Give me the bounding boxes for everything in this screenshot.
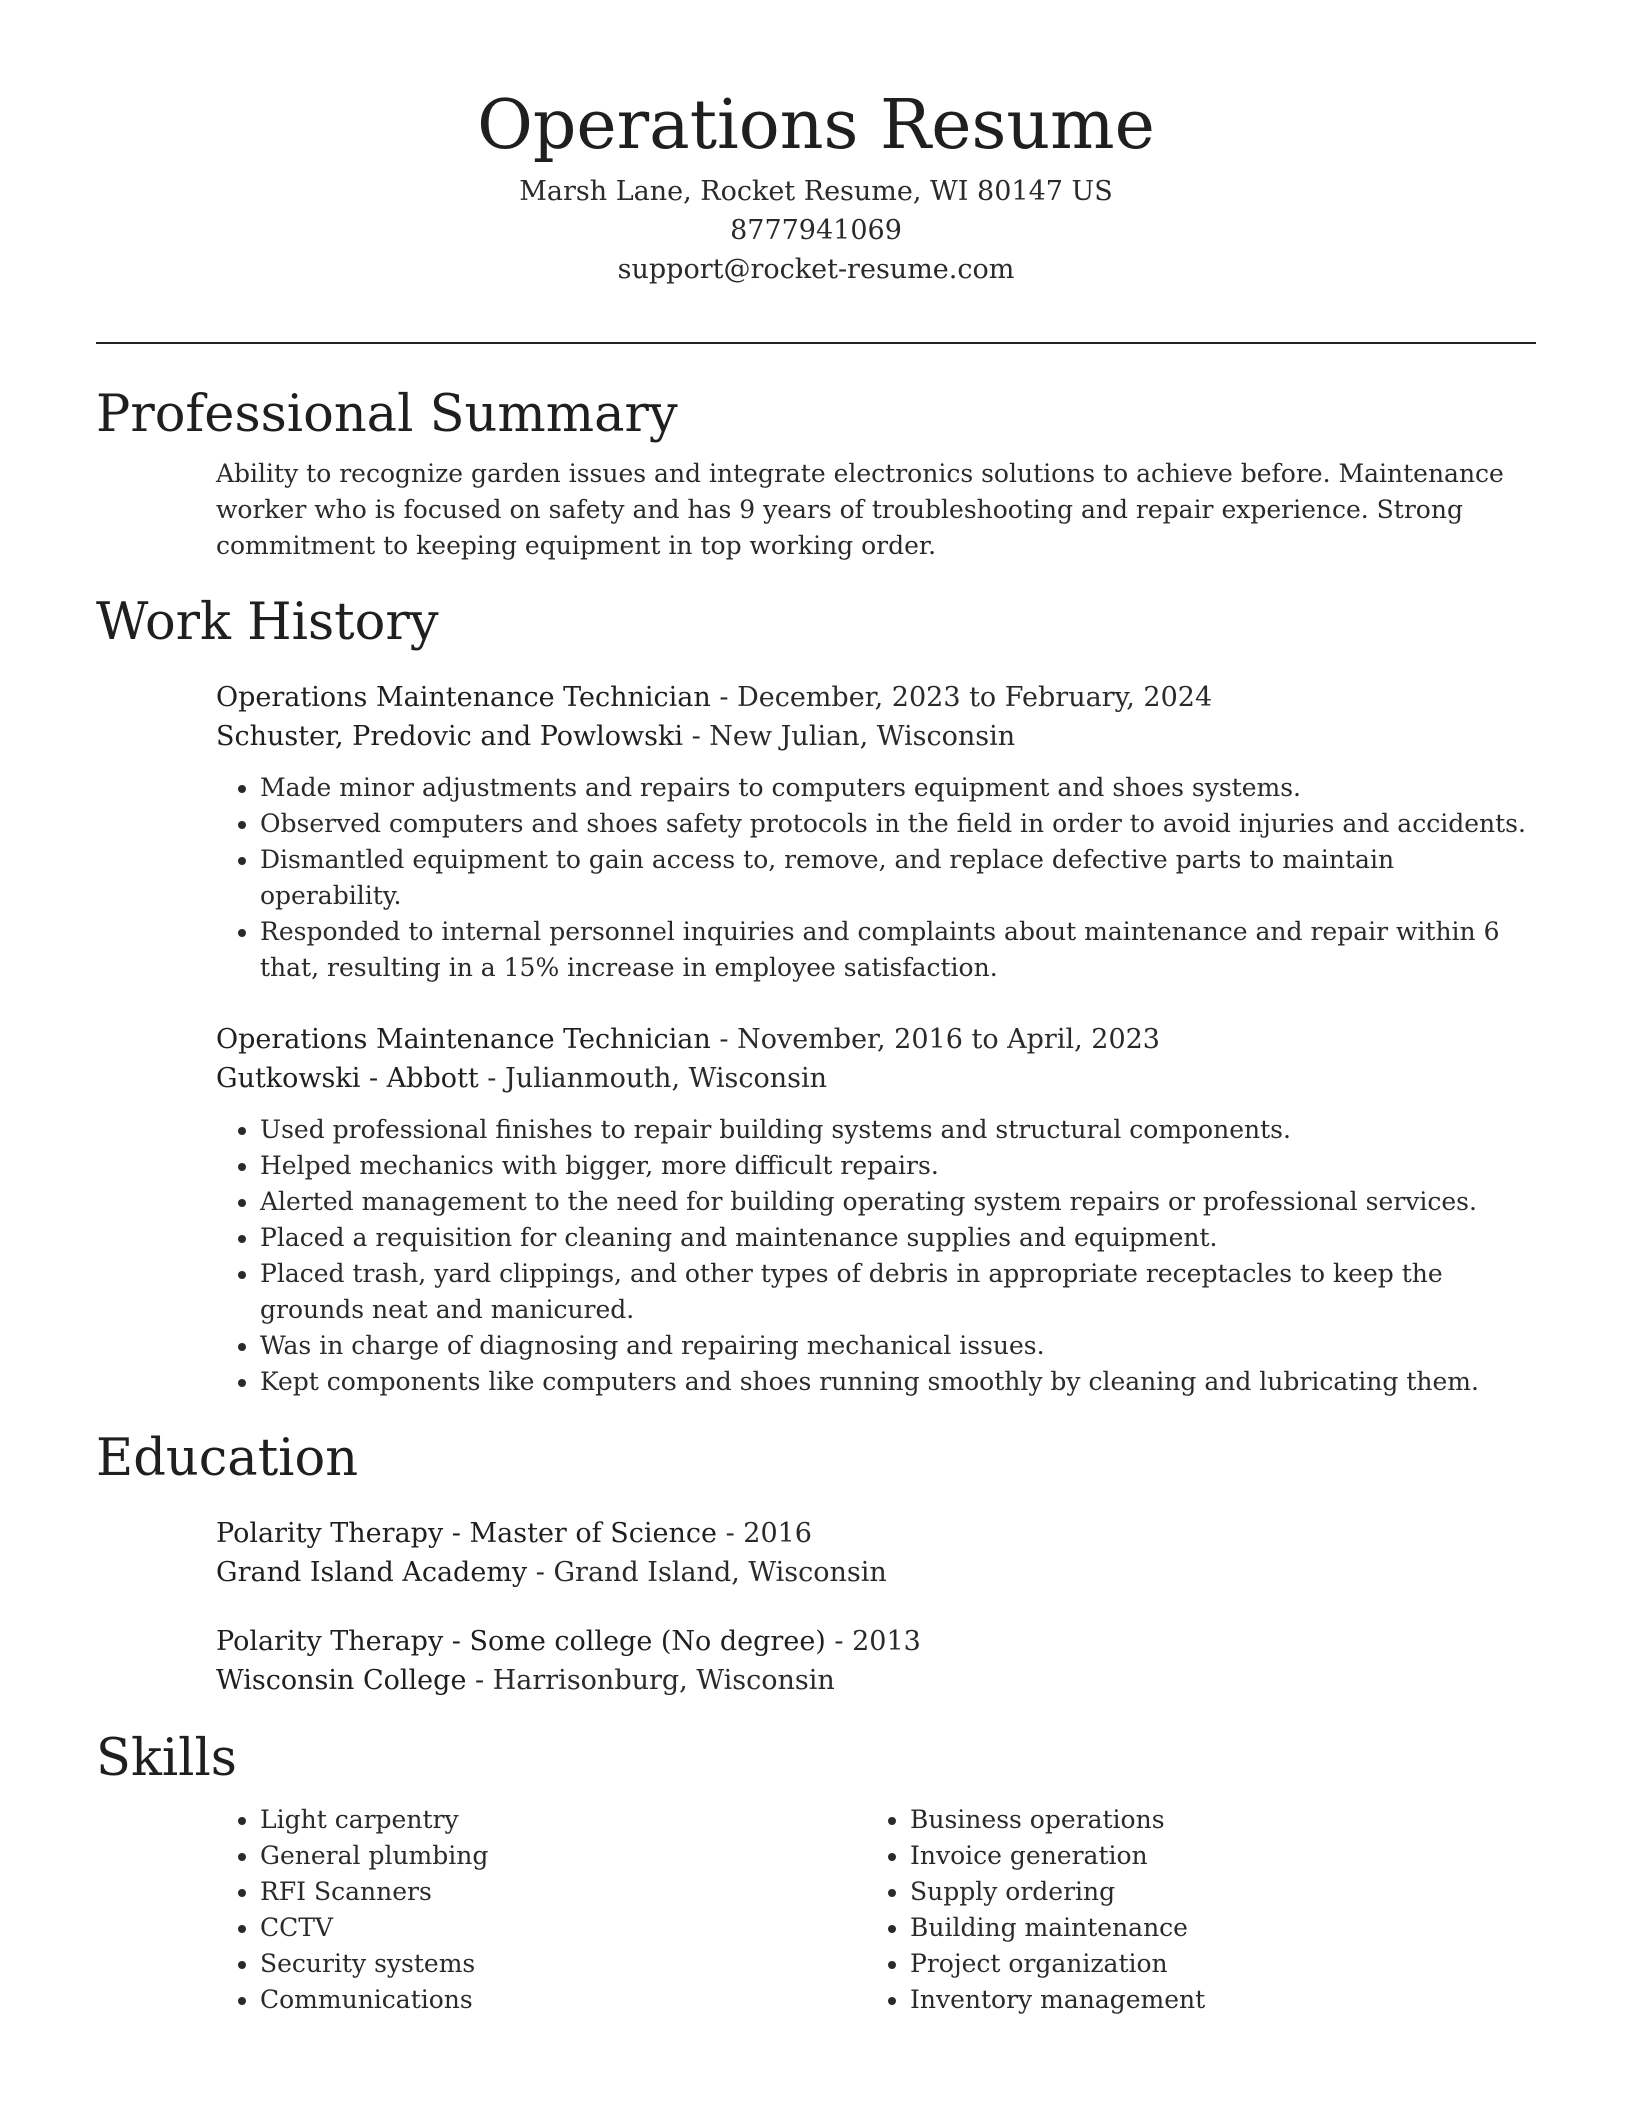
education-degree-line [216, 1514, 1536, 1553]
education-school: Grand Island Academy [216, 1557, 528, 1588]
education-school-line [216, 1661, 1536, 1700]
skill-item: • Supply ordering [910, 1874, 1516, 1910]
skill-item: • RFI Scanners [260, 1874, 866, 1910]
skills-column-left [216, 1802, 866, 2018]
education-heading: Education [96, 1429, 359, 1488]
education-field: Polarity Therapy [216, 1518, 444, 1549]
education-school-line [216, 1553, 1536, 1592]
list-item: • Helped mechanics with bigger, more difficult repairs. [260, 1148, 1536, 1184]
contact-email: support@rocket-resume.com [617, 254, 1015, 285]
job-bullets [216, 1112, 1536, 1400]
education-degree: - Master of Science [443, 1518, 717, 1549]
job-title-line [216, 678, 1536, 717]
skill-item: • Business operations [910, 1802, 1516, 1838]
education-entry [216, 1514, 1536, 1592]
list-item: • Used professional finishes to repair building systems and structural components. [260, 1112, 1536, 1148]
education-degree: - Some college (No degree) [443, 1626, 826, 1657]
job-role: Operations Maintenance Technician [216, 682, 711, 713]
skills-section [96, 1722, 1536, 2018]
list-item: • Responded to internal personnel inquiries and complaints about maintenance and repair within 6 that, resulting in a 15% increase in employee satisfaction. [260, 914, 1536, 986]
education-location: - Grand Island, Wisconsin [527, 1557, 887, 1588]
summary-heading: Professional Summary [96, 385, 678, 444]
job-company: Schuster, Predovic and Powlowski [216, 721, 684, 752]
list-item: • Observed computers and shoes safety protocols in the field in order to avoid injuries and accidents. [260, 806, 1536, 842]
summary-section [96, 378, 1536, 564]
education-year: - 2016 [716, 1518, 812, 1549]
job-company-line [216, 1059, 1536, 1098]
job-entry [216, 678, 1536, 986]
list-item: • Was in charge of diagnosing and repairing mechanical issues. [260, 1328, 1536, 1364]
skills-columns [216, 1802, 1536, 2018]
job-company: Gutkowski - Abbott [216, 1063, 479, 1094]
header-divider [96, 342, 1536, 344]
list-item: • Placed a requisition for cleaning and maintenance supplies and equipment. [260, 1220, 1536, 1256]
list-item: • Alerted management to the need for building operating system repairs or professional services. [260, 1184, 1536, 1220]
education-location: - Harrisonburg, Wisconsin [466, 1665, 835, 1696]
skill-item: • Building maintenance [910, 1910, 1516, 1946]
job-location: - Julianmouth, Wisconsin [478, 1063, 828, 1094]
skill-item: • Project organization [910, 1946, 1516, 1982]
skills-column-right [866, 1802, 1516, 2018]
job-dates: - December, 2023 to February, 2024 [710, 682, 1213, 713]
skills-list-left [216, 1802, 866, 2018]
resume-title: Operations Resume [477, 86, 1155, 165]
education-school: Wisconsin College [216, 1665, 467, 1696]
job-role: Operations Maintenance Technician [216, 1024, 711, 1055]
skill-item: • Inventory management [910, 1982, 1516, 2018]
skills-list-right [866, 1802, 1516, 2018]
skill-item: • General plumbing [260, 1838, 866, 1874]
summary-text: Ability to recognize garden issues and integrate electronics solutions to achieve before. Maintenance worker who is focused on safety and has 9 years of troubleshooting and repair experience. Strong commitment to keeping equipment in top working order. [216, 459, 1504, 560]
skill-item: • Communications [260, 1982, 866, 2018]
contact-phone: 8777941069 [730, 215, 902, 246]
contact-address: Marsh Lane, Rocket Resume, WI 80147 US [519, 176, 1113, 207]
list-item: • Made minor adjustments and repairs to computers equipment and shoes systems. [260, 770, 1536, 806]
education-field: Polarity Therapy [216, 1626, 444, 1657]
job-entry [216, 1020, 1536, 1400]
resume-header [96, 80, 1536, 289]
job-location: - New Julian, Wisconsin [683, 721, 1016, 752]
job-company-line [216, 717, 1536, 756]
list-item: • Dismantled equipment to gain access to, remove, and replace defective parts to maintain operability. [260, 842, 1536, 914]
skill-item: • Invoice generation [910, 1838, 1516, 1874]
skill-item: • Light carpentry [260, 1802, 866, 1838]
work-history-heading: Work History [96, 593, 439, 652]
skills-heading: Skills [96, 1729, 237, 1788]
work-history-section [96, 586, 1536, 1400]
list-item: • Placed trash, yard clippings, and other types of debris in appropriate receptacles to keep the grounds neat and manicured. [260, 1256, 1536, 1328]
education-entry [216, 1622, 1536, 1700]
education-year: - 2013 [825, 1626, 921, 1657]
job-dates: - November, 2016 to April, 2023 [710, 1024, 1160, 1055]
job-bullets [216, 770, 1536, 986]
skill-item: • Security systems [260, 1946, 866, 1982]
job-title-line [216, 1020, 1536, 1059]
education-section [96, 1422, 1536, 1700]
education-degree-line [216, 1622, 1536, 1661]
resume-content [96, 378, 1536, 2018]
skill-item: • CCTV [260, 1910, 866, 1946]
list-item: • Kept components like computers and shoes running smoothly by cleaning and lubricating them. [260, 1364, 1536, 1400]
